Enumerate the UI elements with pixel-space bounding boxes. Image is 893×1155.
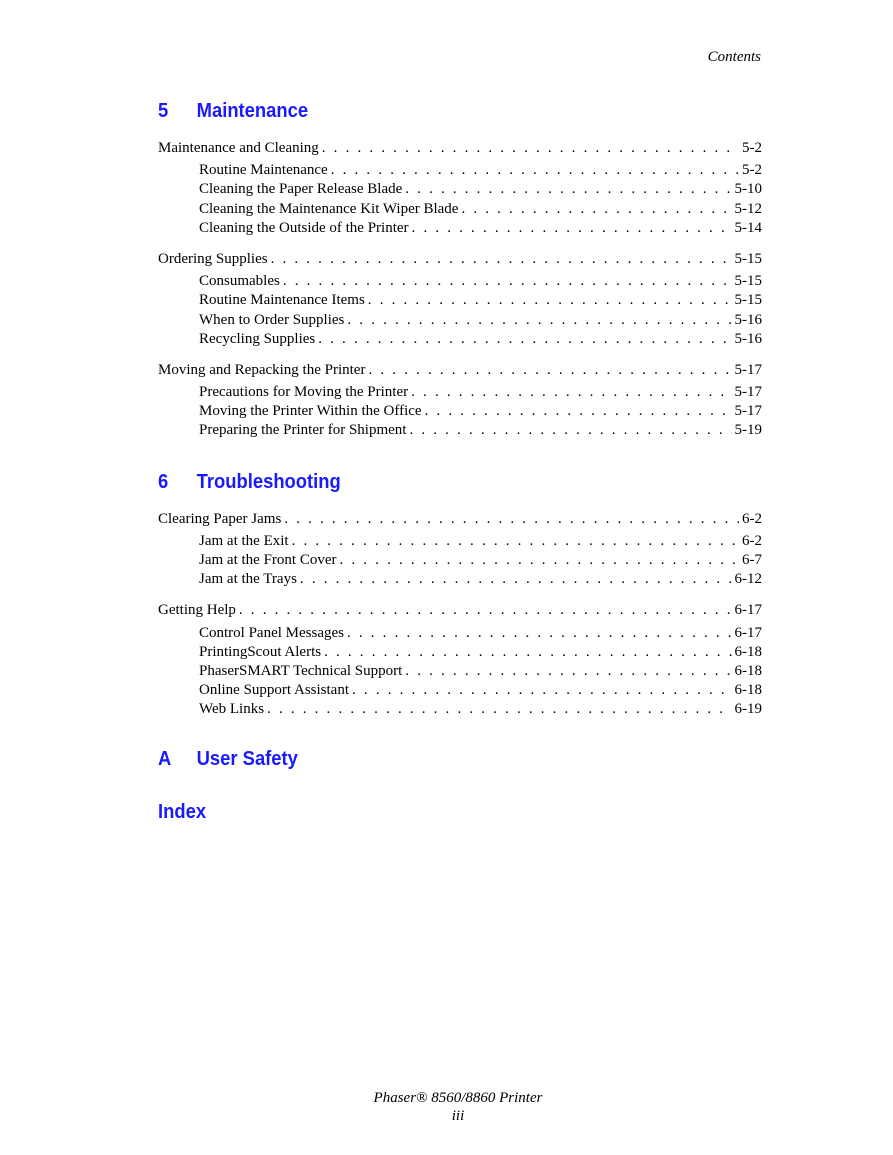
toc-entry-title: Clearing Paper Jams bbox=[158, 510, 282, 527]
toc-entry[interactable] bbox=[158, 139, 762, 158]
footer-page-number: iii bbox=[451, 1108, 465, 1124]
dot-leader bbox=[347, 311, 731, 330]
chapter-title: Maintenance bbox=[196, 100, 309, 122]
dot-leader bbox=[411, 383, 731, 402]
toc-page-number: 5-17 bbox=[734, 361, 762, 378]
dot-leader bbox=[368, 291, 732, 310]
toc-section bbox=[158, 361, 762, 441]
dot-leader bbox=[425, 402, 732, 421]
dot-leader bbox=[239, 601, 732, 620]
toc-entry-title: Routine Maintenance bbox=[199, 162, 328, 179]
dot-leader bbox=[271, 250, 732, 269]
table-of-contents bbox=[158, 96, 762, 827]
page-footer bbox=[0, 1089, 893, 1125]
toc-page-number: 5-15 bbox=[734, 273, 762, 290]
toc-subentry[interactable] bbox=[158, 681, 762, 700]
chapter-title: Troubleshooting bbox=[196, 470, 341, 493]
toc-page-number: 6-18 bbox=[734, 682, 762, 699]
toc-page-number: 5-14 bbox=[734, 219, 762, 236]
toc-section bbox=[158, 510, 762, 590]
toc-entry-title: Ordering Supplies bbox=[158, 250, 268, 267]
toc-entry-title: Web Links bbox=[199, 701, 265, 718]
toc-subentry[interactable] bbox=[158, 532, 762, 551]
toc-page-number: 6-19 bbox=[734, 701, 762, 718]
toc-subentry[interactable] bbox=[158, 200, 762, 219]
toc-page-number: 5-10 bbox=[734, 181, 762, 198]
toc-page-number: 5-16 bbox=[734, 311, 762, 328]
dot-leader bbox=[300, 570, 732, 589]
toc-subentry[interactable] bbox=[158, 570, 762, 589]
dot-leader bbox=[461, 200, 731, 219]
toc-page-number: 5-2 bbox=[742, 140, 762, 156]
toc-subentry[interactable] bbox=[158, 551, 762, 570]
toc-page-number: 6-2 bbox=[742, 510, 762, 527]
chapter-title: Index bbox=[158, 800, 207, 823]
dot-leader bbox=[292, 532, 739, 551]
dot-leader bbox=[347, 624, 732, 643]
dot-leader bbox=[322, 139, 739, 158]
running-header: Contents bbox=[707, 49, 761, 65]
chapter-number: 5 bbox=[158, 100, 169, 122]
toc-subentry[interactable] bbox=[158, 161, 762, 180]
toc-entry-title: Jam at the Front Cover bbox=[199, 552, 337, 568]
toc-entry-title: PhaserSMART Technical Support bbox=[199, 662, 403, 679]
toc-entry-title: Maintenance and Cleaning bbox=[158, 140, 319, 156]
toc-page-number: 5-12 bbox=[734, 200, 762, 217]
toc-subentry[interactable] bbox=[158, 330, 762, 349]
toc-subentry[interactable] bbox=[158, 291, 762, 310]
toc-page-number: 5-2 bbox=[742, 162, 762, 179]
dot-leader bbox=[352, 681, 731, 700]
toc-subentry[interactable] bbox=[158, 402, 762, 421]
footer-product: Phaser® 8560/8860 Printer bbox=[373, 1090, 543, 1106]
toc-entry-title: Routine Maintenance Items bbox=[199, 292, 365, 309]
toc-subentry[interactable] bbox=[158, 272, 762, 291]
toc-subentry[interactable] bbox=[158, 311, 762, 330]
chapter-title: User Safety bbox=[196, 747, 298, 770]
dot-leader bbox=[331, 161, 739, 180]
toc-entry[interactable] bbox=[158, 250, 762, 269]
toc-entry-title: Online Support Assistant bbox=[199, 682, 350, 699]
toc-entry-title: Consumables bbox=[199, 273, 280, 290]
dot-leader bbox=[284, 510, 739, 529]
toc-entry-title: Preparing the Printer for Shipment bbox=[199, 422, 407, 439]
toc-entry[interactable] bbox=[158, 601, 762, 620]
toc-page-number: 6-2 bbox=[742, 532, 762, 549]
toc-entry-title: Cleaning the Paper Release Blade bbox=[199, 181, 403, 198]
toc-subentry[interactable] bbox=[158, 643, 762, 662]
toc-section bbox=[158, 139, 762, 238]
toc-subentry[interactable] bbox=[158, 219, 762, 238]
chapter-heading[interactable] bbox=[158, 467, 714, 497]
toc-entry-title: When to Order Supplies bbox=[199, 311, 345, 328]
dot-leader bbox=[368, 361, 731, 380]
chapter-heading[interactable] bbox=[158, 96, 714, 126]
chapter-heading[interactable] bbox=[158, 797, 714, 827]
toc-page-number: 6-7 bbox=[742, 552, 762, 568]
toc-entry-title: PrintingScout Alerts bbox=[199, 643, 322, 660]
toc-subentry[interactable] bbox=[158, 383, 762, 402]
toc-subentry[interactable] bbox=[158, 700, 762, 719]
toc-page-number: 5-17 bbox=[734, 403, 762, 420]
dot-leader bbox=[318, 330, 731, 349]
toc-entry[interactable] bbox=[158, 361, 762, 380]
toc-section bbox=[158, 250, 762, 349]
toc-page-number: 6-18 bbox=[734, 643, 762, 660]
toc-subentry[interactable] bbox=[158, 180, 762, 199]
toc-entry-title: Jam at the Trays bbox=[199, 571, 297, 588]
toc-entry-title: Precautions for Moving the Printer bbox=[199, 384, 409, 401]
dot-leader bbox=[324, 643, 731, 662]
dot-leader bbox=[339, 551, 739, 570]
toc-entry-title: Moving and Repacking the Printer bbox=[158, 361, 366, 378]
toc-page-number: 5-16 bbox=[734, 330, 762, 347]
dot-leader bbox=[405, 180, 731, 199]
dot-leader bbox=[283, 272, 732, 291]
toc-entry[interactable] bbox=[158, 510, 762, 529]
toc-entry-title: Getting Help bbox=[158, 602, 236, 619]
toc-page-number: 5-19 bbox=[734, 422, 762, 439]
dot-leader bbox=[412, 219, 732, 238]
dot-leader bbox=[267, 700, 731, 719]
toc-page-number: 5-15 bbox=[734, 250, 762, 267]
toc-entry-title: Control Panel Messages bbox=[199, 624, 344, 641]
toc-page-number: 6-17 bbox=[734, 624, 762, 641]
toc-subentry[interactable] bbox=[158, 662, 762, 681]
toc-subentry[interactable] bbox=[158, 624, 762, 643]
toc-entry-title: Cleaning the Maintenance Kit Wiper Blade bbox=[199, 200, 459, 217]
toc-entry-title: Jam at the Exit bbox=[199, 532, 289, 549]
dot-leader bbox=[409, 421, 731, 440]
toc-subentry[interactable] bbox=[158, 421, 762, 440]
dot-leader bbox=[405, 662, 731, 681]
toc-entry-title: Cleaning the Outside of the Printer bbox=[199, 219, 409, 236]
toc-entry-title: Recycling Supplies bbox=[199, 330, 316, 347]
toc-page-number: 6-12 bbox=[734, 571, 762, 588]
toc-page-number: 6-18 bbox=[734, 662, 762, 679]
chapter-number: 6 bbox=[158, 470, 169, 493]
toc-page-number: 5-17 bbox=[734, 384, 762, 401]
toc-page-number: 6-17 bbox=[734, 602, 762, 619]
chapter-heading[interactable] bbox=[158, 744, 714, 774]
chapter-number: A bbox=[158, 747, 172, 770]
toc-section bbox=[158, 601, 762, 719]
toc-entry-title: Moving the Printer Within the Office bbox=[199, 403, 422, 420]
toc-page-number: 5-15 bbox=[734, 292, 762, 309]
